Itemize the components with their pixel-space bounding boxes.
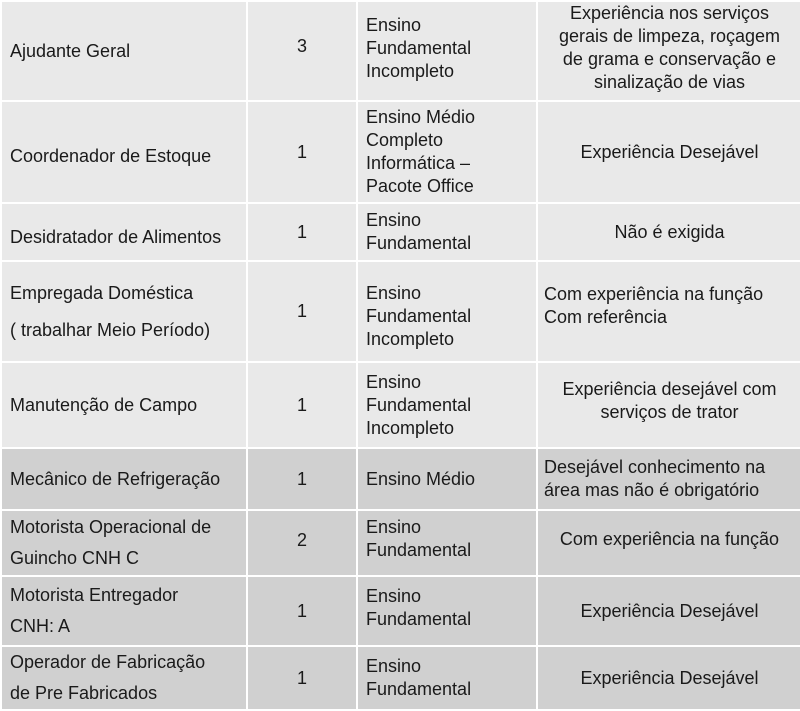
- role-cell: Manutenção de Campo: [1, 362, 247, 448]
- education-cell: Ensino Fundamental Incompleto: [357, 261, 537, 362]
- education-cell: Ensino Fundamental: [357, 510, 537, 576]
- role-cell: Motorista Entregador CNH: A: [1, 576, 247, 646]
- education-cell: Ensino Fundamental Incompleto: [357, 362, 537, 448]
- requirements-cell: Experiência Desejável: [537, 576, 800, 646]
- requirements-cell: Não é exigida: [537, 203, 800, 261]
- table-row: [1, 576, 800, 646]
- education-cell: Ensino Médio: [357, 448, 537, 510]
- table-row: [1, 261, 800, 362]
- role-cell: Desidratador de Alimentos: [1, 203, 247, 261]
- quantity-cell: 1: [247, 203, 357, 261]
- requirements-cell: Experiência nos serviços gerais de limpeza, roçagem de grama e conservação e sinalização de vias: [537, 1, 800, 101]
- requirements-cell: Desejável conhecimento na área mas não é obrigatório: [537, 448, 800, 510]
- table-row: [1, 362, 800, 448]
- quantity-cell: 1: [247, 261, 357, 362]
- role-cell: Operador de Fabricação de Pre Fabricados: [1, 646, 247, 710]
- education-cell: Ensino Fundamental Incompleto: [357, 1, 537, 101]
- quantity-cell: 1: [247, 448, 357, 510]
- role-cell: Coordenador de Estoque: [1, 101, 247, 203]
- quantity-cell: 3: [247, 1, 357, 101]
- table-row: [1, 646, 800, 710]
- quantity-cell: 1: [247, 576, 357, 646]
- table-row: [1, 510, 800, 576]
- requirements-cell: Com experiência na função Com referência: [537, 261, 800, 362]
- role-cell: Empregada Doméstica ( trabalhar Meio Período): [1, 261, 247, 362]
- quantity-cell: 2: [247, 510, 357, 576]
- quantity-cell: 1: [247, 646, 357, 710]
- education-cell: Ensino Fundamental: [357, 646, 537, 710]
- education-cell: Ensino Fundamental: [357, 576, 537, 646]
- table-row: [1, 448, 800, 510]
- requirements-cell: Experiência desejável com serviços de trator: [537, 362, 800, 448]
- quantity-cell: 1: [247, 362, 357, 448]
- education-cell: Ensino Médio Completo Informática – Pacote Office: [357, 101, 537, 203]
- quantity-cell: 1: [247, 101, 357, 203]
- table-row: [1, 1, 800, 101]
- role-cell: Mecânico de Refrigeração: [1, 448, 247, 510]
- role-cell: Motorista Operacional de Guincho CNH C: [1, 510, 247, 576]
- table-row: [1, 101, 800, 203]
- requirements-cell: Com experiência na função: [537, 510, 800, 576]
- requirements-cell: Experiência Desejável: [537, 101, 800, 203]
- role-cell: Ajudante Geral: [1, 1, 247, 101]
- requirements-cell: Experiência Desejável: [537, 646, 800, 710]
- table-row: [1, 203, 800, 261]
- education-cell: Ensino Fundamental: [357, 203, 537, 261]
